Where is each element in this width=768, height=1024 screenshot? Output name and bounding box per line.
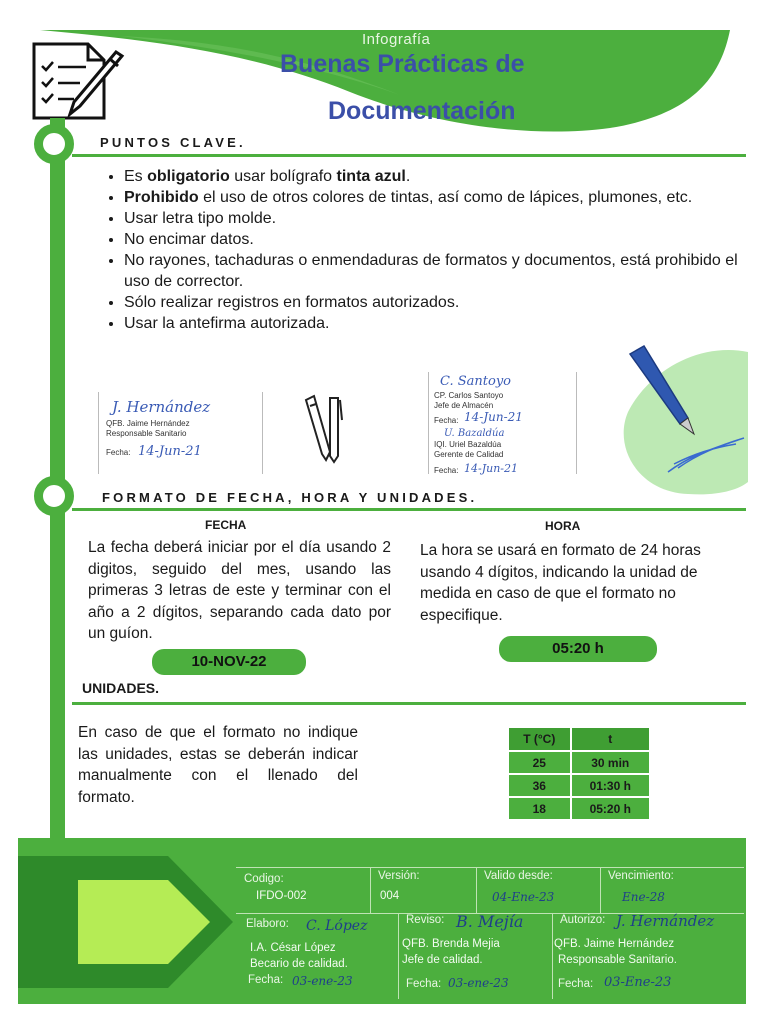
divider <box>72 154 746 157</box>
divider <box>72 508 746 511</box>
elaboro-signature: C. López <box>306 918 368 934</box>
pens-icon <box>300 392 350 464</box>
timeline-ring-2 <box>34 476 74 516</box>
signature-date-label: Fecha: <box>106 448 131 457</box>
autorizo-date: 03-Ene-23 <box>604 975 672 990</box>
reviso-date: 03-ene-23 <box>448 976 509 990</box>
signature-date-label: Fecha: <box>434 416 459 425</box>
divider <box>370 867 371 913</box>
reviso-label: Reviso: <box>406 914 445 926</box>
key-point: • Sólo realizar registros en formatos autorizados. <box>124 292 744 313</box>
key-point: • Es obligatorio usar bolígrafo tinta azul. <box>124 166 744 187</box>
key-point: • No rayones, tachaduras o enmendaduras de formatos y documentos, está prohibido el uso de corrector. <box>124 250 744 292</box>
divider <box>98 392 99 474</box>
table-header: t <box>571 727 650 751</box>
date-heading: FECHA <box>205 518 247 532</box>
code-value: IFDO-002 <box>256 890 307 902</box>
reviso-signature: B. Mejía <box>456 912 524 931</box>
header-title-line1: Buenas Prácticas de <box>280 50 525 78</box>
divider <box>476 867 477 913</box>
section-title-key-points: PUNTOS CLAVE. <box>100 135 246 150</box>
signature-handwritten: J. Hernández <box>112 398 211 416</box>
table-cell: 01:30 h <box>571 774 650 797</box>
time-format-text: La hora se usará en formato de 24 horas usando 4 dígitos, indicando la unidad de medida en caso de que el formato no especifique. <box>420 542 701 624</box>
valid-from-label: Valido desde: <box>484 870 553 882</box>
key-point: • No encimar datos. <box>124 229 744 250</box>
checklist-pencil-icon <box>30 40 130 122</box>
pen-decoration-icon <box>608 342 748 502</box>
divider <box>600 867 601 913</box>
key-point: • Usar letra tipo molde. <box>124 208 744 229</box>
table-cell: 36 <box>508 774 571 797</box>
divider <box>236 867 744 868</box>
header-subtitle: Infografía <box>362 31 431 48</box>
table-header: T (°C) <box>508 727 571 751</box>
key-points-list <box>102 166 744 334</box>
units-table <box>507 726 651 821</box>
signature-date-label: Fecha: <box>434 466 459 475</box>
section-title-format: FORMATO DE FECHA, HORA Y UNIDADES. <box>102 490 478 505</box>
divider <box>428 372 429 474</box>
autorizo-date-label: Fecha: <box>558 978 594 990</box>
version-label: Versión: <box>378 870 420 882</box>
date-example-pill: 10-NOV-22 <box>152 649 306 675</box>
signature-handwritten: C. Santoyo <box>440 374 511 389</box>
section-title-units: UNIDADES. <box>82 680 160 696</box>
elaboro-block: I.A. César López Becario de calidad. <box>250 942 348 970</box>
divider <box>576 372 577 474</box>
expiration-label: Vencimiento: <box>608 870 674 882</box>
signature-date: 14-Jun-21 <box>138 444 202 459</box>
table-cell: 05:20 h <box>571 797 650 820</box>
divider <box>552 913 553 999</box>
time-example-pill: 05:20 h <box>499 636 657 662</box>
signature-date: 14-Jun-21 <box>464 462 519 475</box>
divider <box>398 913 399 999</box>
header-title-line2: Documentación <box>328 97 516 125</box>
elaboro-date-label: Fecha: <box>248 974 284 986</box>
code-label: Codigo: <box>244 873 284 885</box>
signature-block-left: QFB. Jaime Hernández Responsable Sanitario <box>106 419 190 438</box>
valid-from-value: 04-Ene-23 <box>492 890 555 904</box>
autorizo-block: QFB. Jaime Hernández Responsable Sanitario. <box>554 938 677 966</box>
autorizo-signature: J. Hernández <box>616 912 715 930</box>
time-heading: HORA <box>545 519 581 533</box>
signature-date: 14-Jun-21 <box>464 410 523 424</box>
key-point: • Prohibido el uso de otros colores de tintas, así como de lápices, plumones, etc. <box>124 187 744 208</box>
timeline-ring-1 <box>34 124 74 164</box>
reviso-block: QFB. Brenda Mejia Jefe de calidad. <box>402 938 500 966</box>
table-cell: 18 <box>508 797 571 820</box>
version-value: 004 <box>380 890 400 902</box>
signature-block-right-2: IQI. Uriel Bazaldúa Gerente de Calidad <box>434 440 504 459</box>
signature-block-right-1: CP. Carlos Santoyo Jefe de Almacén <box>434 391 504 410</box>
reviso-date-label: Fecha: <box>406 978 442 990</box>
elaboro-date: 03-ene-23 <box>292 974 353 988</box>
table-cell: 25 <box>508 751 571 774</box>
key-point: • Usar la antefirma autorizada. <box>124 313 744 334</box>
divider <box>72 702 746 705</box>
date-format-text: La fecha deberá iniciar por el día usando 2 digitos, seguido del mes, usando las primeras 3 letras de este y terminar con el año a 2 dígitos, separando cada dato por un guíon. <box>88 539 391 642</box>
expiration-value: Ene-28 <box>622 890 665 904</box>
table-cell: 30 min <box>571 751 650 774</box>
divider <box>262 392 263 474</box>
autorizo-label: Autorizo: <box>560 914 606 926</box>
units-text: En caso de que el formato no indique las unidades, estas se deberán indicar manualmente con el llenado del formato. <box>78 724 358 806</box>
signature-handwritten: U. Bazaldúa <box>444 428 505 439</box>
elaboro-label: Elaboro: <box>246 918 289 930</box>
